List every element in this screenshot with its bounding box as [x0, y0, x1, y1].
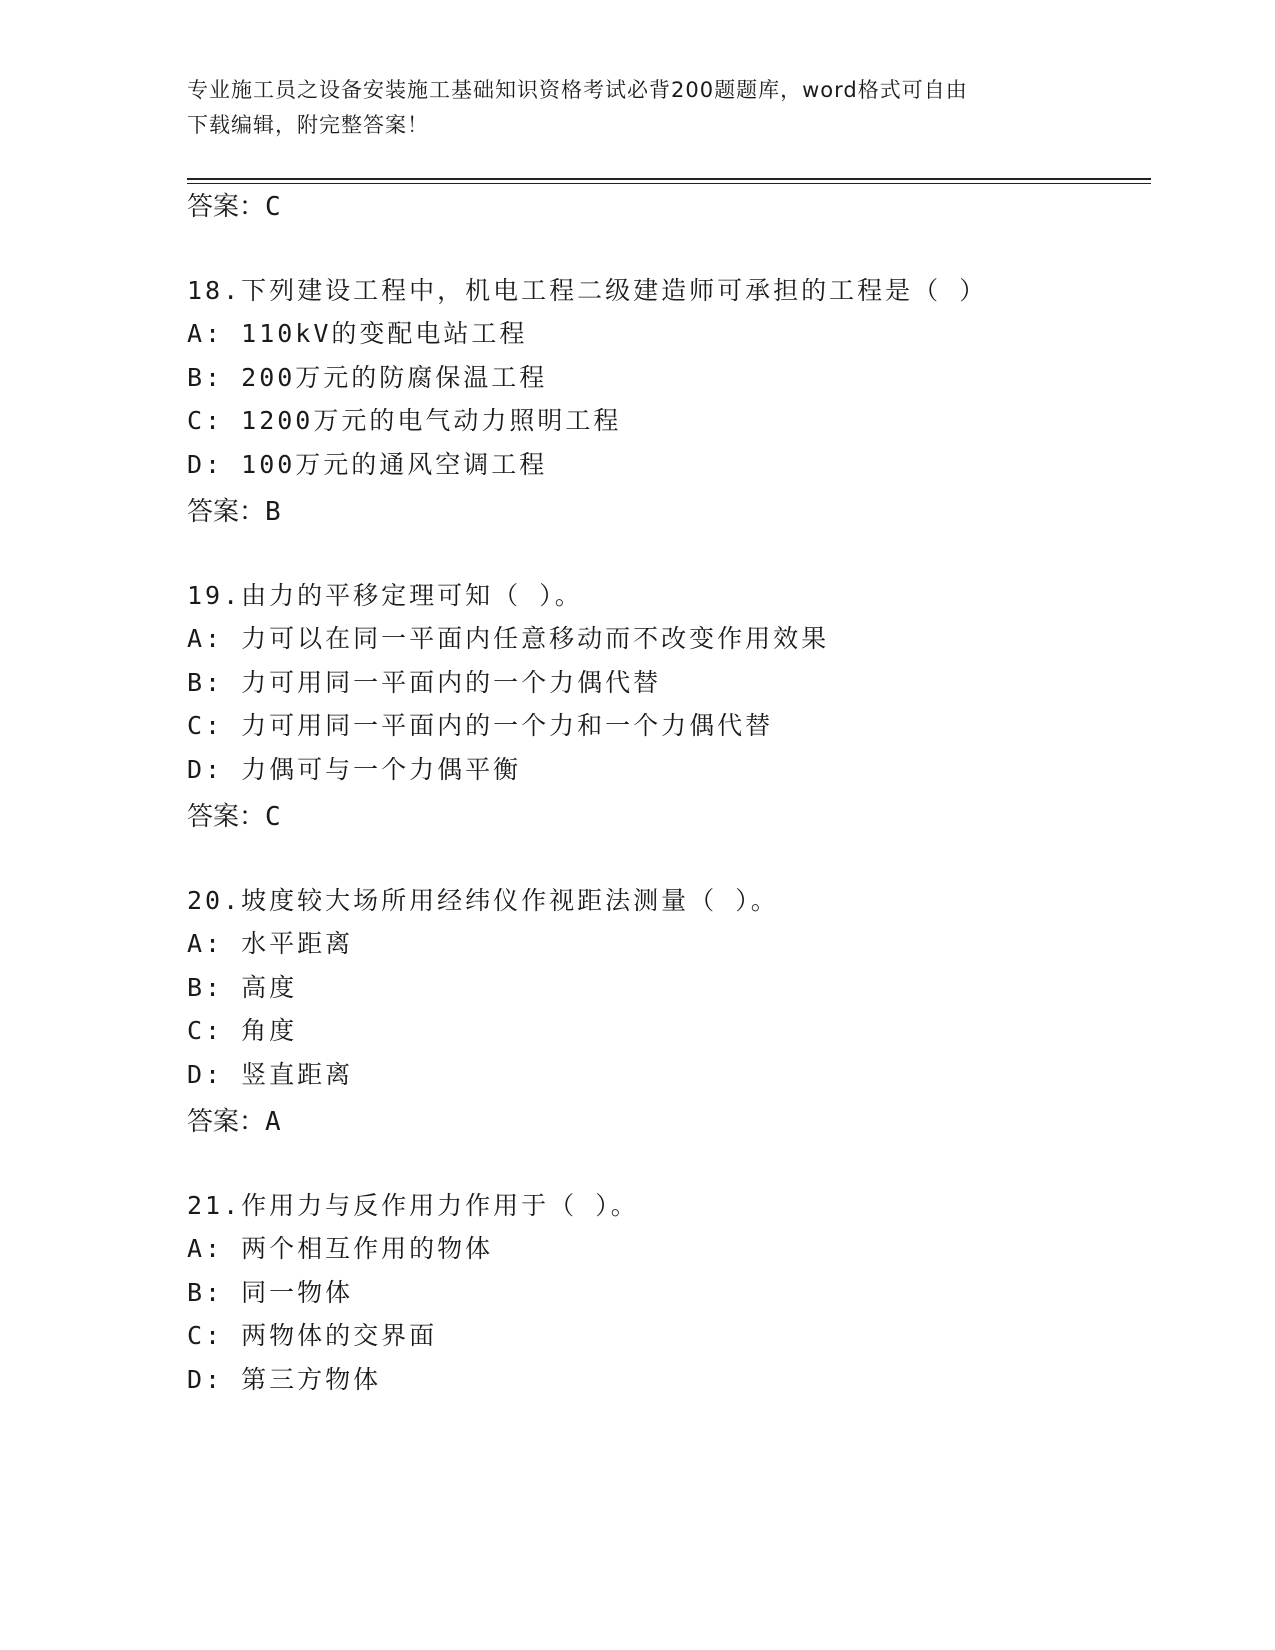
- answer-value: B: [265, 497, 281, 527]
- answer-value: C: [265, 802, 281, 832]
- option-d: D: 第三方物体: [187, 1365, 382, 1394]
- option-c: C: 角度: [187, 1016, 298, 1045]
- option-c: C: 两物体的交界面: [187, 1321, 438, 1350]
- option-b: B: 同一物体: [187, 1278, 354, 1307]
- header-divider-thin: [187, 183, 1151, 184]
- answer-value: A: [265, 1107, 281, 1137]
- header-line-2: 下载编辑，附完整答案！: [187, 113, 429, 137]
- question-stem: 20.坡度较大场所用经纬仪作视距法测量（ ）。: [187, 886, 779, 915]
- answer-line: [187, 191, 281, 223]
- option-a: A: 110kV的变配电站工程: [187, 319, 528, 348]
- document-header: [187, 73, 1067, 143]
- answer-label: 答案：: [187, 497, 266, 527]
- option-b: B: 200万元的防腐保温工程: [187, 363, 548, 392]
- option-c: C: 1200万元的电气动力照明工程: [187, 406, 622, 435]
- question-stem: 19.由力的平移定理可知（ ）。: [187, 581, 583, 610]
- option-d: D: 竖直距离: [187, 1060, 354, 1089]
- option-c: C: 力可用同一平面内的一个力和一个力偶代替: [187, 711, 774, 740]
- option-d: D: 100万元的通风空调工程: [187, 450, 548, 479]
- option-a: A: 水平距离: [187, 929, 354, 958]
- answer-line: [187, 496, 281, 528]
- answer-value: C: [265, 192, 281, 222]
- option-a: A: 力可以在同一平面内任意移动而不改变作用效果: [187, 624, 830, 653]
- question-stem: 18.下列建设工程中，机电工程二级建造师可承担的工程是（ ）: [187, 276, 988, 305]
- answer-line: [187, 1106, 281, 1138]
- question-stem: 21.作用力与反作用力作用于（ ）。: [187, 1191, 639, 1220]
- answer-label: 答案：: [187, 192, 266, 222]
- header-divider: [187, 178, 1151, 180]
- answer-label: 答案：: [187, 1107, 266, 1137]
- option-b: B: 力可用同一平面内的一个力偶代替: [187, 668, 662, 697]
- header-line-1: 专业施工员之设备安装施工基础知识资格考试必背200题题库，word格式可自由: [187, 78, 968, 102]
- option-b: B: 高度: [187, 973, 298, 1002]
- option-a: A: 两个相互作用的物体: [187, 1234, 494, 1263]
- option-d: D: 力偶可与一个力偶平衡: [187, 755, 522, 784]
- answer-label: 答案：: [187, 802, 266, 832]
- answer-line: [187, 801, 281, 833]
